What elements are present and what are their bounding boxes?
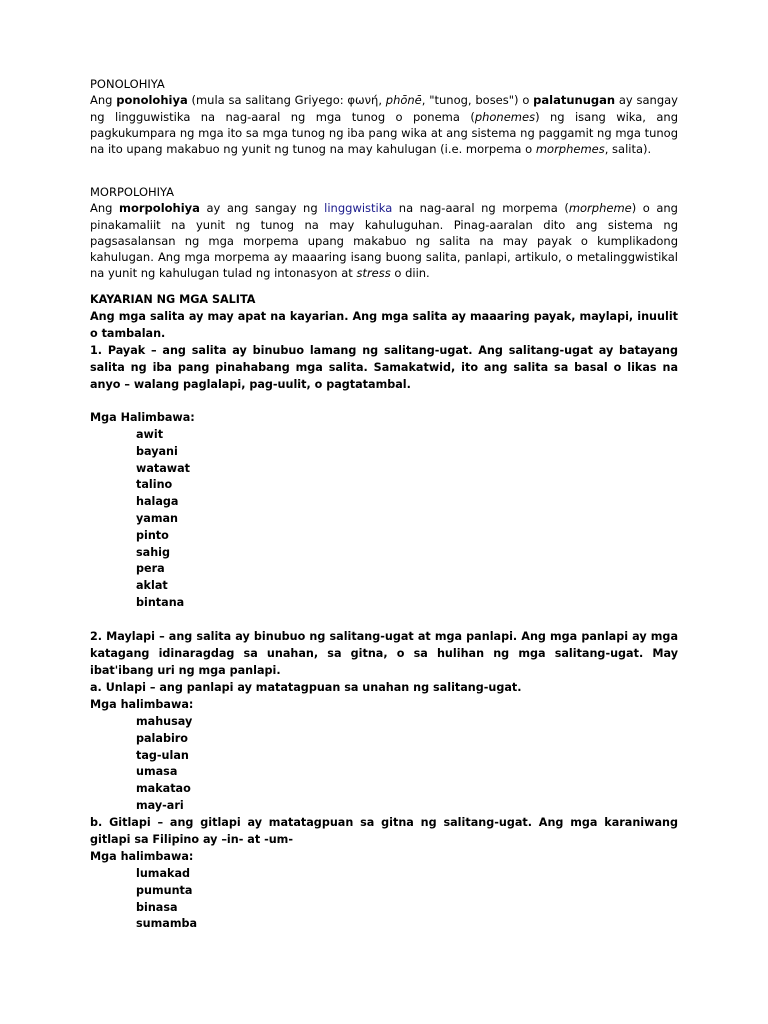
list-item: talino — [136, 478, 173, 492]
payak-examples-label: Mga Halimbawa: — [90, 411, 195, 424]
list-item: aklat — [136, 579, 168, 593]
gitlapi-section — [90, 815, 678, 865]
gitlapi-examples-list — [136, 866, 197, 933]
unlapi-paragraph: a. Unlapi – ang panlapi ay matatagpuan sa unahan ng salitang-ugat. — [90, 681, 522, 694]
linggwistika-link[interactable]: linggwistika — [324, 201, 393, 216]
list-item: bintana — [136, 595, 185, 609]
unlapi-examples-label: Mga halimbawa: — [90, 697, 194, 711]
ponolohiya-heading: PONOLOHIYA — [90, 77, 165, 91]
morpolohiya-heading: MORPOLOHIYA — [90, 185, 175, 199]
list-item: sahig — [136, 545, 171, 559]
ponolohiya-paragraph: Ang ponolohiya (mula sa salitang Griyego: φωνή, phōnē, "tunog, boses") o palatunugan ay sangay ng lingguwistika na nag-aaral ng mga tunog o ponema (phonemes) ng isang wika, ang pagkukumpara ng mga ito sa mga tunog ng iba pang wika at ang sistema ng paggamit ng mga tunog na ito upang makabuo ng yunit ng tunog na may kahulugan (i.e. morpema o morphemes, salita). — [90, 93, 678, 157]
list-item: pumunta — [136, 883, 193, 897]
list-item: makatao — [136, 782, 191, 796]
unlapi-examples-list — [136, 714, 192, 815]
list-item: pera — [136, 562, 165, 576]
kayarian-intro: Ang mga salita ay may apat na kayarian. Ang mga salita ay maaaring payak, maylapi, inuulit o tambalan. — [90, 309, 678, 340]
list-item: binasa — [136, 900, 178, 914]
kayarian-section — [90, 292, 678, 342]
list-item: pinto — [136, 528, 169, 542]
gitlapi-paragraph: b. Gitlapi – ang gitlapi ay matatagpuan sa gitna ng salitang-ugat. Ang mga karaniwang gitlapi sa Filipino ay –in- at -um- — [90, 816, 678, 846]
list-item: watawat — [136, 461, 191, 475]
list-item: yaman — [136, 511, 179, 525]
maylapi-paragraph: 2. Maylapi – ang salita ay binubuo ng salitang-ugat at mga panlapi. Ang mga panlapi ay mga katagang idinaragdag sa unahan, sa gitna, o sa hulihan ng mga salitang-ugat. May ibat'ibang uri ng mga panlapi. — [90, 630, 678, 677]
morpolohiya-paragraph: Ang morpolohiya ay ang sangay ng linggwistika na nag-aaral ng morpema (morpheme) o ang pinakamaliit na yunit ng tunog na may kahuluguhan. Pinag-aaralan dito ang sistema ng pagsasalansan ng mga morpema upang makabuo ng salita na may payak o kumplikadong kahulugan. Ang mga morpema ay maaaring isang buong salita, panlapi, artikulo, o metalinggwistikal na yunit ng kahulugan tulad ng intonasyon at stress o diin. — [90, 201, 678, 281]
list-item: awit — [136, 428, 164, 441]
kayarian-heading: KAYARIAN NG MGA SALITA — [90, 293, 256, 306]
gitlapi-examples-label: Mga halimbawa: — [90, 849, 194, 863]
list-item: palabiro — [136, 731, 188, 745]
list-item: umasa — [136, 765, 178, 779]
payak-paragraph: 1. Payak – ang salita ay binubuo lamang ng salitang-ugat. Ang salitang-ugat ay batayang salita ng iba pang pinahabang mga salita. Samakatwid, ito ang salita sa basal o likas na anyo – walang paglalapi, pag-uulit, o pagtatambal. — [90, 344, 678, 391]
morpolohiya-section — [90, 184, 678, 282]
list-item: sumamba — [136, 917, 198, 931]
list-item: halaga — [136, 495, 179, 509]
list-item: lumakad — [136, 867, 191, 880]
list-item: mahusay — [136, 715, 193, 728]
ponolohiya-section — [90, 76, 678, 157]
unlapi-section — [90, 680, 678, 714]
list-item: bayani — [136, 444, 178, 458]
list-item: may-ari — [136, 798, 184, 812]
list-item: tag-ulan — [136, 748, 189, 762]
payak-examples-list — [136, 427, 190, 612]
